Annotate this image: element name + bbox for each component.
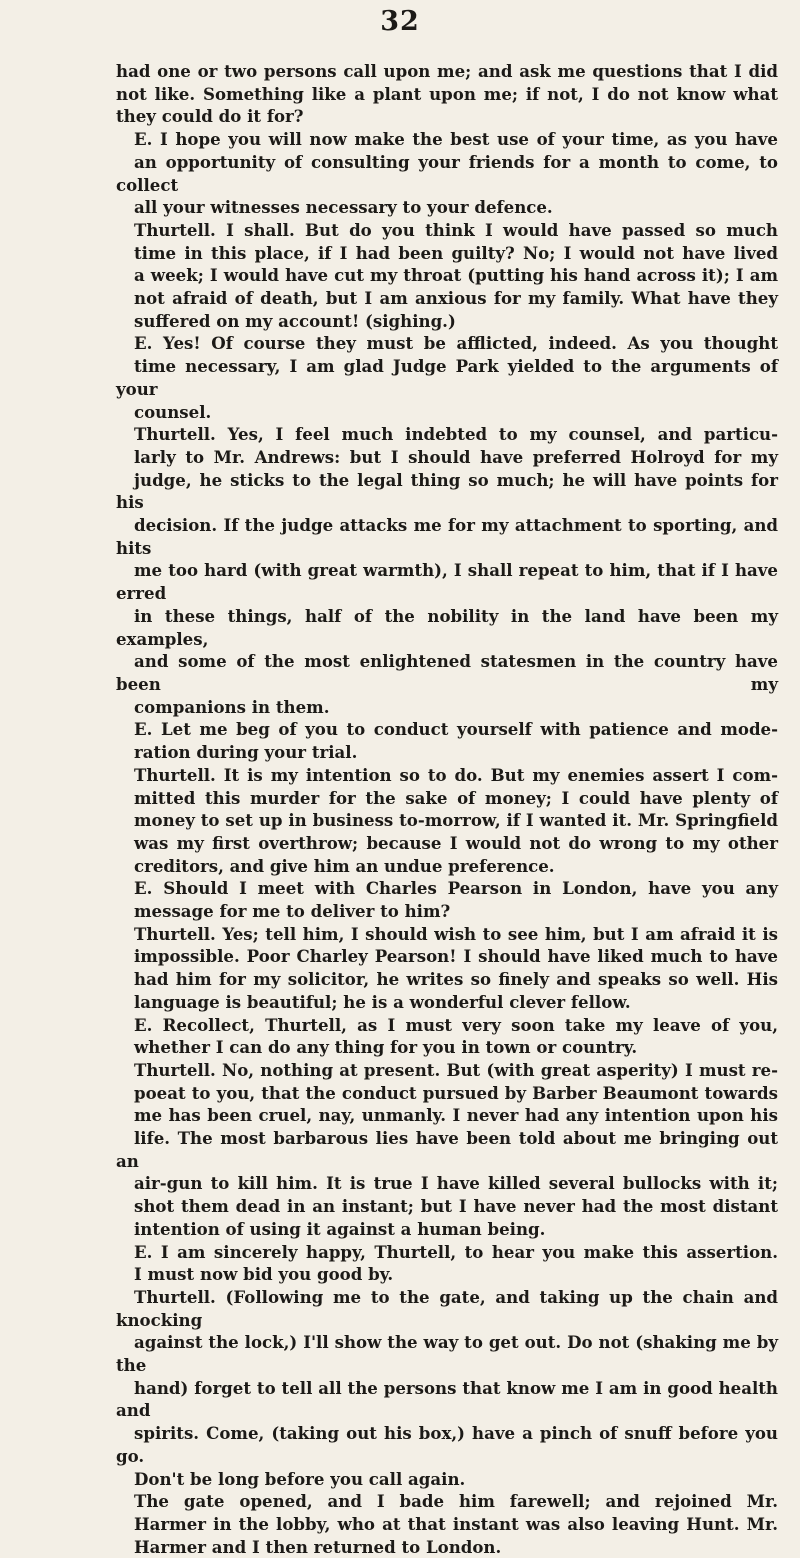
text-line: counsel.: [134, 401, 212, 422]
paragraph: [116, 1286, 778, 1490]
text-line: was my first overthrow; because I would not do wrong to my other: [134, 832, 778, 853]
text-line: E. Yes! Of course they must be afflicted, indeed. As you thought: [134, 333, 778, 354]
paragraph: [116, 332, 778, 423]
page-number: 32: [380, 6, 420, 37]
text-line: in these things, half of the nobility in the land have been my examples,: [116, 605, 778, 649]
text-line: Don't be long before you call again.: [134, 1468, 466, 1489]
paragraph: [116, 219, 778, 333]
text-line: Harmer in the lobby, who at that instant was also leaving Hunt. Mr.: [134, 1514, 778, 1534]
paragraph: [116, 1059, 778, 1241]
text-line: Thurtell. Yes; tell him, I should wish to see him, but I am afraid it is: [134, 923, 778, 944]
text-line: had him for my solicitor, he writes so finely and speaks so well. His: [134, 969, 778, 990]
text-line: Thurtell. I shall. But do you think I would have passed so much: [134, 219, 778, 240]
text-line: they could do it for?: [116, 106, 304, 127]
paragraph: [116, 877, 778, 922]
text-line: message for me to deliver to him?: [134, 901, 451, 922]
paragraph: [116, 764, 778, 878]
text-line: ration during your trial.: [134, 742, 358, 763]
text-line: spirits. Come, (taking out his box,) have a pinch of snuff before you go.: [116, 1423, 778, 1466]
text-line: suffered on my account! (sighing.): [134, 310, 456, 331]
text-line: shot them dead in an instant; but I have never had the most distant: [134, 1196, 778, 1217]
text-line: E. Should I meet with Charles Pearson in London, have you any: [134, 878, 778, 899]
text-line: Thurtell. No, nothing at present. But (with great asperity) I must re-: [134, 1059, 778, 1080]
body-text: [116, 60, 778, 1558]
text-line: I must now bid you good by.: [134, 1264, 394, 1285]
text-line: E. I am sincerely happy, Thurtell, to hear you make this assertion.: [134, 1241, 778, 1262]
text-line: The gate opened, and I bade him farewell; and rejoined Mr.: [134, 1491, 778, 1512]
text-line: language is beautiful; he is a wonderful clever fellow.: [134, 991, 631, 1012]
text-line: companions in them.: [134, 696, 330, 717]
text-line: hand) forget to tell all the persons that know me I am in good health and: [116, 1377, 778, 1421]
text-line: had one or two persons call upon me; and ask me questions that I did: [116, 61, 778, 81]
text-line: not afraid of death, but I am anxious for my family. What have they: [134, 288, 778, 309]
text-line: not like. Something like a plant upon me; if not, I do not know what: [116, 83, 778, 104]
text-line: me has been cruel, nay, unmanly. I never had any intention upon his: [134, 1105, 778, 1126]
text-line: time necessary, I am glad Judge Park yielded to the arguments of your: [116, 356, 778, 399]
text-line: E. Let me beg of you to conduct yourself with patience and mode-: [134, 719, 778, 740]
text-line: poeat to you, that the conduct pursued by Barber Beaumont towards: [134, 1082, 778, 1103]
text-line: mitted this murder for the sake of money; I could have plenty of: [134, 787, 778, 808]
text-line: all your witnesses necessary to your defence.: [134, 197, 553, 218]
text-line: intention of using it against a human being.: [134, 1218, 546, 1239]
text-line: time in this place, if I had been guilty? No; I would not have lived: [134, 242, 778, 263]
text-line: decision. If the judge attacks me for my attachment to sporting, and hits: [116, 515, 778, 558]
text-line: whether I can do any thing for you in town or country.: [134, 1037, 638, 1058]
paragraph: [116, 128, 778, 219]
text-line: air-gun to kill him. It is true I have killed several bullocks with it;: [134, 1173, 778, 1194]
text-line: E. Recollect, Thurtell, as I must very soon take my leave of you,: [134, 1014, 778, 1035]
text-line: larly to Mr. Andrews: but I should have preferred Holroyd for my: [134, 446, 778, 467]
text-line: life. The most barbarous lies have been told about me bringing out an: [116, 1128, 778, 1171]
text-line: impossible. Poor Charley Pearson! I should have liked much to have: [134, 946, 778, 967]
text-line: Thurtell. Yes, I feel much indebted to my counsel, and particu-: [134, 424, 778, 445]
paragraph: [116, 923, 778, 1014]
text-line: a week; I would have cut my throat (putting his hand across it); I am: [134, 265, 778, 286]
text-line: Thurtell. (Following me to the gate, and taking up the chain and knocking: [116, 1286, 778, 1330]
text-line: me too hard (with great warmth), I shall repeat to him, that if I have erred: [116, 560, 778, 604]
paragraph: [116, 1490, 778, 1558]
text-line: judge, he sticks to the legal thing so much; he will have points for his: [116, 469, 778, 513]
text-line: Harmer and I then returned to London.: [134, 1536, 502, 1557]
paragraph: [116, 1014, 778, 1059]
paragraph: [116, 60, 778, 128]
paragraph: [116, 1241, 778, 1286]
text-line: and some of the most enlightened statesmen in the country have been my: [116, 651, 778, 694]
text-line: creditors, and give him an undue preference.: [134, 855, 555, 876]
text-line: E. I hope you will now make the best use of your time, as you have: [134, 129, 778, 150]
text-line: money to set up in business to-morrow, if I wanted it. Mr. Springfield: [134, 810, 778, 831]
text-line: Thurtell. It is my intention so to do. But my enemies assert I com-: [134, 764, 778, 785]
paragraph: [116, 423, 778, 718]
text-line: an opportunity of consulting your friends for a month to come, to collect: [116, 151, 778, 195]
text-line: against the lock,) I'll show the way to get out. Do not (shaking me by the: [116, 1332, 778, 1376]
paragraph: [116, 718, 778, 763]
